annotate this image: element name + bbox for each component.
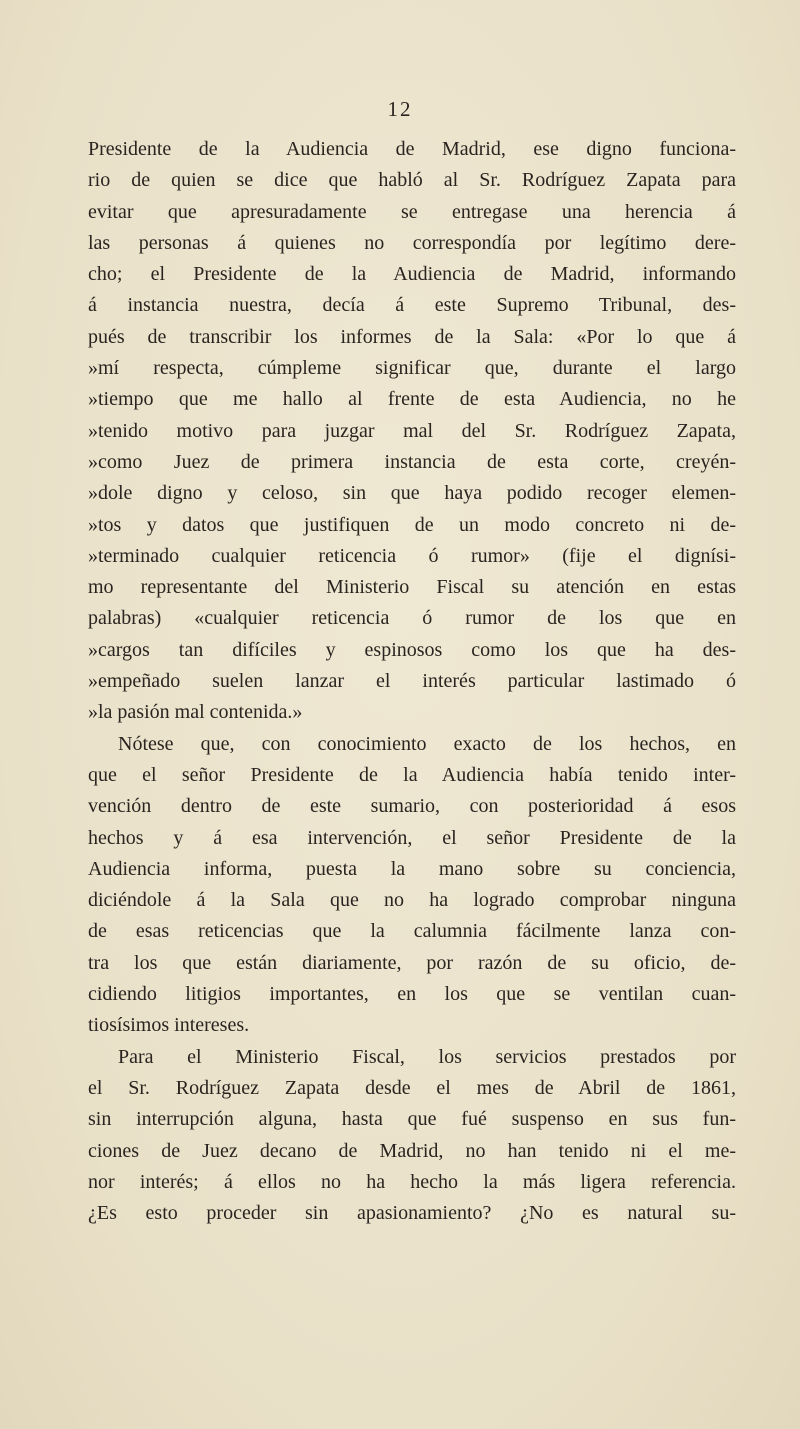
- text-line: »terminado cualquier reticencia ó rumor» (fije el dignísi-: [88, 544, 736, 567]
- text-line: »mí respecta, cúmpleme significar que, durante el largo: [88, 357, 736, 380]
- text-line: »dole digno y celoso, sin que haya podido recoger elemen-: [88, 482, 736, 505]
- text-line: rio de quien se dice que habló al Sr. Rodríguez Zapata para: [88, 169, 736, 192]
- body-text: [88, 134, 736, 1229]
- text-line: »tiempo que me hallo al frente de esta Audiencia, no he: [88, 388, 736, 411]
- text-line: Nótese que, con conocimiento exacto de los hechos, en: [118, 732, 736, 755]
- text-line: palabras) «cualquier reticencia ó rumor de los que en: [88, 607, 736, 630]
- text-line: tiosísimos intereses.: [88, 1014, 250, 1037]
- text-line: hechos y á esa intervención, el señor Presidente de la: [88, 826, 736, 849]
- text-line: sin interrupción alguna, hasta que fué suspenso en sus fun-: [88, 1108, 736, 1131]
- text-line: diciéndole á la Sala que no ha logrado comprobar ninguna: [88, 889, 736, 912]
- text-line: de esas reticencias que la calumnia fácilmente lanza con-: [88, 920, 736, 943]
- text-line: Presidente de la Audiencia de Madrid, ese digno funciona-: [88, 138, 736, 160]
- text-line: ¿Es esto proceder sin apasionamiento? ¿No es natural su-: [88, 1202, 736, 1225]
- text-line: ciones de Juez decano de Madrid, no han tenido ni el me-: [88, 1139, 736, 1162]
- text-line: »cargos tan difíciles y espinosos como los que ha des-: [88, 638, 736, 661]
- page-number: 12: [387, 97, 413, 121]
- text-line: »empeñado suelen lanzar el interés particular lastimado ó: [88, 670, 736, 693]
- text-line: Audiencia informa, puesta la mano sobre su conciencia,: [88, 857, 736, 880]
- text-line: vención dentro de este sumario, con posterioridad á esos: [88, 795, 736, 818]
- text-line: el Sr. Rodríguez Zapata desde el mes de Abril de 1861,: [88, 1076, 736, 1099]
- text-line: cho; el Presidente de la Audiencia de Madrid, informando: [88, 263, 736, 286]
- text-line: »la pasión mal contenida.»: [88, 701, 303, 724]
- text-line: nor interés; á ellos no ha hecho la más ligera referencia.: [88, 1170, 736, 1193]
- text-line: las personas á quienes no correspondía por legítimo dere-: [88, 231, 736, 254]
- text-line: pués de transcribir los informes de la Sala: «Por lo que á: [88, 325, 736, 348]
- text-line: que el señor Presidente de la Audiencia había tenido inter-: [88, 763, 736, 786]
- text-line: tra los que están diariamente, por razón de su oficio, de-: [88, 951, 736, 974]
- text-line: Para el Ministerio Fiscal, los servicios prestados por: [118, 1045, 736, 1068]
- text-line: »como Juez de primera instancia de esta corte, creyén-: [88, 450, 736, 473]
- text-line: cidiendo litigios importantes, en los que se ventilan cuan-: [88, 983, 736, 1006]
- text-line: á instancia nuestra, decía á este Supremo Tribunal, des-: [88, 294, 736, 317]
- text-line: »tenido motivo para juzgar mal del Sr. Rodríguez Zapata,: [88, 419, 736, 442]
- text-line: »tos y datos que justifiquen de un modo concreto ni de-: [88, 513, 736, 536]
- text-line: evitar que apresuradamente se entregase una herencia á: [88, 200, 736, 223]
- text-line: mo representante del Ministerio Fiscal su atención en estas: [88, 576, 736, 599]
